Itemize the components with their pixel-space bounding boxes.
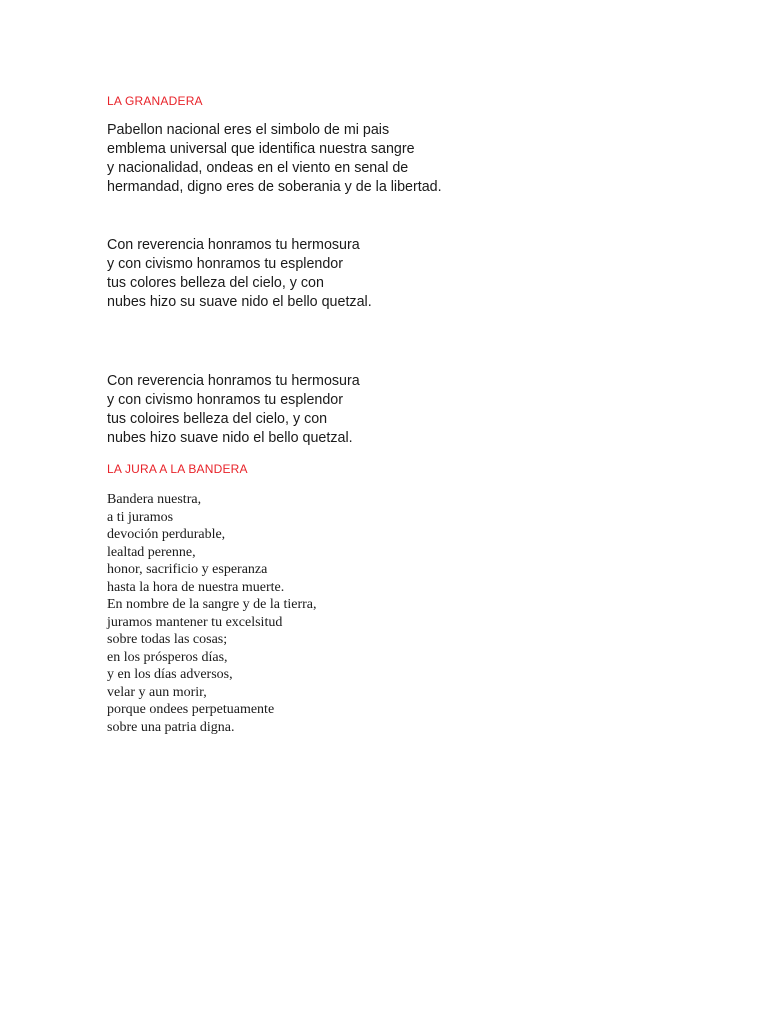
verse-line: nubes hizo suave nido el bello quetzal. <box>107 430 353 446</box>
verse-line: emblema universal que identifica nuestra sangre <box>107 141 415 157</box>
stanza-1 <box>107 121 442 197</box>
oath-line: sobre todas las cosas; <box>107 632 228 647</box>
oath-line: hasta la hora de nuestra muerte. <box>107 579 285 595</box>
stanza-2 <box>107 236 372 312</box>
verse-line: tus coloires belleza del cielo, y con <box>107 411 328 427</box>
verse-line: Con reverencia honramos tu hermosura <box>107 373 360 389</box>
oath-line: en los prósperos días, <box>107 649 228 665</box>
verse-line: y nacionalidad, ondeas en el viento en senal de <box>107 160 409 176</box>
oath-line: sobre una patria digna. <box>107 719 235 735</box>
oath-text <box>107 491 317 736</box>
oath-line: En nombre de la sangre y de la tierra, <box>107 597 317 612</box>
stanza-3 <box>107 372 360 448</box>
oath-line: devoción perdurable, <box>107 527 226 542</box>
verse-line: hermandad, digno eres de soberania y de la libertad. <box>107 179 442 195</box>
oath-line: juramos mantener tu excelsitud <box>107 614 283 630</box>
section-heading-la-jura-a-la-bandera: LA JURA A LA BANDERA <box>107 462 248 476</box>
oath-line: lealtad perenne, <box>107 544 196 560</box>
oath-line: Bandera nuestra, <box>107 492 202 507</box>
verse-line: y con civismo honramos tu esplendor <box>107 392 344 408</box>
verse-line: Con reverencia honramos tu hermosura <box>107 237 360 253</box>
section-heading-la-granadera: LA GRANADERA <box>107 94 203 108</box>
oath-line: y en los días adversos, <box>107 667 233 682</box>
verse-line: y con civismo honramos tu esplendor <box>107 256 344 272</box>
oath-line: velar y aun morir, <box>107 684 207 700</box>
oath-line: a ti juramos <box>107 509 174 525</box>
verse-line: tus colores belleza del cielo, y con <box>107 275 324 291</box>
verse-line: Pabellon nacional eres el simbolo de mi pais <box>107 122 390 138</box>
verse-line: nubes hizo su suave nido el bello quetzal. <box>107 294 372 310</box>
oath-line: honor, sacrificio y esperanza <box>107 562 268 577</box>
oath-line: porque ondees perpetuamente <box>107 702 275 717</box>
